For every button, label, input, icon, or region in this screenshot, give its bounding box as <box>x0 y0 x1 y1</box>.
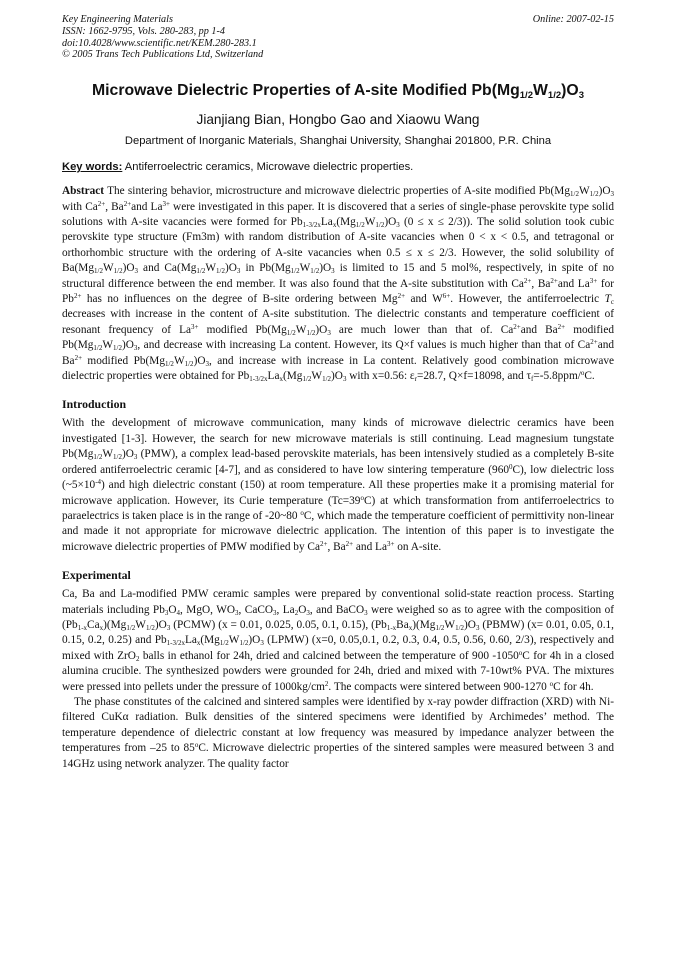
journal-name: Key Engineering Materials <box>62 14 173 25</box>
experimental-heading: Experimental <box>62 568 131 583</box>
introduction-heading: Introduction <box>62 397 127 412</box>
introduction-paragraph: With the development of microwave communication, many kinds of microwave dielectric ceramics have been investigated [1-3]. However, the search for new microwave materials is still continuing. Lead magnesium tungstate $Pb(Mg_{1/2}W_{1/2})O_3$ (PMW), a complex lead-based perovskite materials, has been intensively studied as a completely B-site ordered antiferroelectric ceramic [4-7], and as considered to have low sintering temperature $(960^0C)$, low dielectric loss $(\sim 5\times 10^{-4})$ and high dielectric constant (150) at room temperature. All these properties make it a promising material for microwave application. However, its Curie temperature $(Tc=39^oC)$ at which transformation from antiferroelectrics to paraelectrics is taken place is in the range of -20~80 $^o$C, which made the temperature coefficient of permittivity non-linear and made it not appropriate for microwave dielectric application. The intention of this paper is to investigate the microwave dielectric properties of PMW modified by $Ca^{2+}$, $Ba^{2+}$ and $La^{3+}$ on A-site. <box>62 417 614 553</box>
journal-header <box>62 14 614 61</box>
keywords <box>62 161 614 173</box>
keywords-text: Antiferroelectric ceramics, Microwave dielectric properties. <box>122 161 414 174</box>
experimental-paragraph-1: Ca, Ba and La-modified PMW ceramic samples were prepared by conventional solid-state reaction process. Starting materials including $Pb_3O_4$, MgO, $WO_3$, CaCO$_3$, $La_2O_3$, and BaCO$_3$ were weighed so as to agree with the composition of $(Pb_{1-x}Ca_x)(Mg_{1/2}W_{1/2})O_3$ (PCMW) (x = 0.01, 0.025, 0.05, 0.1, 0.15), $(Pb_{1-x}Ba_x)(Mg_{1/2}W_{1/2})O_3$ (PBMW) (x= 0.01, 0.05, 0.1, 0.15, 0.2, 0.25) and $Pb_{1-3/2x}La_x(Mg_{1/2}W_{1/2})O_3$ (LPMW) (x=0, 0.05,0.1, 0.2, 0.3, 0.4, 0.5, 0.56, 0.60, 2/3), respectively and mixed with ZrO$_2$ balls in ethanol for 24h, dried and calcined between the temperature of 900 -1050$^o$C for 4h in a closed alumina crucible. The synthesized powders were grounded for 24h, dried and mixed with 7-10wt% PVA. The mixtures were pressed into pellets under the pressure of $1000kg/cm^2$. The compacts were sintered between 900-1270 $^o$C for 4h. <box>62 588 614 693</box>
paper-page <box>62 14 614 772</box>
keywords-label: Key words: <box>62 161 123 174</box>
experimental-paragraph-2: The phase constitutes of the calcined and sintered samples were identified by x-ray powder diffraction (XRD) with Ni-filtered CuKα radiation. Bulk densities of the sintered specimens were identified by Archimedes’ method. The temperature dependence of dielectric constant at low frequency was measured by impedance analyzer between the temperatures from –25 to 85$^o$C. Microwave dielectric properties of the sintered samples were measured between 3 and 14GHz using network analyzer. The quality factor <box>62 695 614 770</box>
online-date: Online: 2007-02-15 <box>532 14 614 25</box>
paper-authors: Jianjiang Bian, Hongbo Gao and Xiaowu Wang <box>196 112 480 128</box>
journal-doi: doi:10.4028/www.scientific.net/KEM.280-283.1 <box>62 37 257 49</box>
abstract-paragraph: Abstract The sintering behavior, microstructure and microwave dielectric properties of A-site modified $Pb(Mg_{1/2}W_{1/2})O_3$ with $Ca^{2+}$, $Ba^{2+}and$ $La^{3+}$ were investigated in this paper. It is discovered that a series of single-phase perovskite type solid solutions with A-site vacancies were formed for $Pb_{1-3/2x}La_x(Mg_{1/2}W_{1/2})O_3$ (0 ≤ x ≤ 2/3)). The solid solution took cubic perovskite type structure (Fm3m) with random distribution of A-site vacancies when 0 < x < 0.5, and tetragonal or orthorhombic structure with the ordering of A-site vacancies when 0.5 ≤ x ≤ 2/3. However, the solid solubility of $Ba(Mg_{1/2}W_{1/2})O_3$ and $Ca(Mg_{1/2}W_{1/2})O_3$ in $Pb(Mg_{1/2}W_{1/2})O_3$ is limited to 15 and 5 mol%, respectively, in spite of no structural difference between the end member. It was also found that the A-site substitution with $Ca^{2+}$, $Ba^{2+}and$ $La^{3+}$ for $Pb^{2+}$ has no influences on the degree of B-site ordering between $Mg^{2+}$ and $W^{6+}$. However, the antiferroelectric $T_c$ decreases with increase in the content of A-site substitution. The dielectric constants and temperature coefficient of resonant frequency of $La^{3+}$ modified $Pb(Mg_{1/2}W_{1/2})O_3$ are much lower than that of. $Ca^{2+}and$ $Ba^{2+}$ modified $Pb(Mg_{1/2}W_{1/2})O_3$, and decrease with increasing La content. However, its Q×f values is much higher than that of $Ca^{2+}and$ $Ba^{2+}$ modified $Pb(Mg_{1/2}W_{1/2})O_3$, and increase with increase in La content. Relatively good combination microwave dielectric properties were obtained for $Pb_{1-3/2x}La_x(Mg_{1/2}W_{1/2})O_3$ with x=0.56: $\varepsilon_r=28.7$, Q×f=18098, and $\tau_f=-5.8ppm/^oC$. <box>62 185 615 384</box>
abstract-label: Abstract <box>62 185 105 198</box>
paper-title: Microwave Dielectric Properties of A-site Modified $Pb(Mg_{1/2}W_{1/2})O_3$ <box>92 82 584 102</box>
journal-copyright: © 2005 Trans Tech Publications Ltd, Switzerland <box>62 49 264 61</box>
journal-issn: ISSN: 1662-9795, Vols. 280-283, pp 1-4 <box>62 25 225 37</box>
paper-affiliation: Department of Inorganic Materials, Shanghai University, Shanghai 201800, P.R. China <box>124 135 552 148</box>
